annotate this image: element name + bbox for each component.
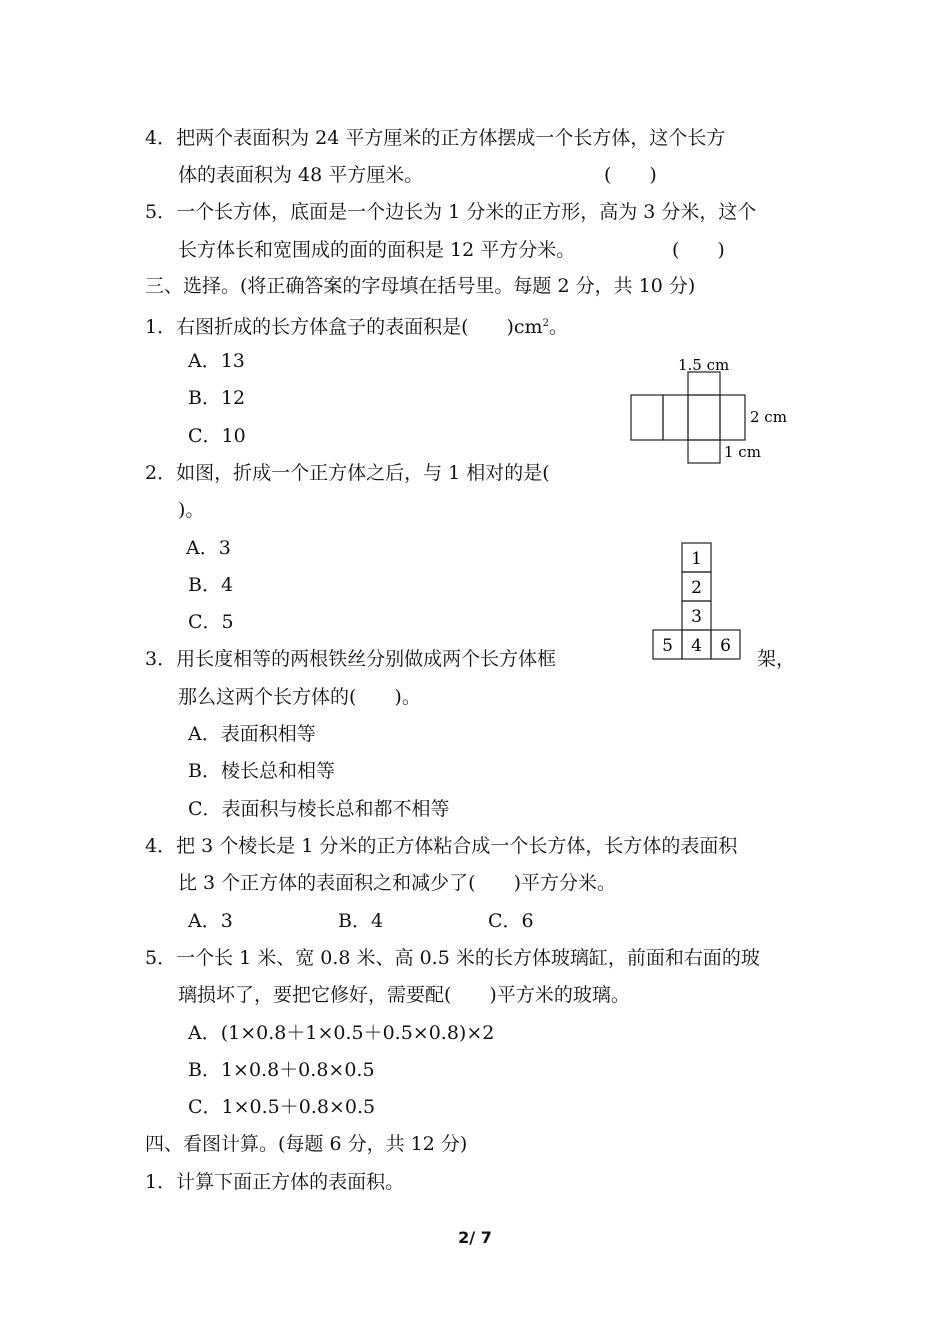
choice-q4-option-b[interactable]: B．4 — [338, 910, 384, 932]
choice-q5-stem-line1: 5．一个长 1 米、宽 0.8 米、高 0.5 米的长方体玻璃缸，前面和右面的玻 — [145, 947, 760, 969]
label-2cm: 2 cm — [750, 408, 787, 426]
judge-q4-answer-paren[interactable]: ( ) — [604, 164, 657, 186]
cell-6: 6 — [720, 636, 731, 656]
cell-3: 3 — [691, 607, 702, 627]
choice-q3-option-a[interactable]: A．表面积相等 — [188, 723, 316, 745]
choice-q1-option-c[interactable]: C．10 — [188, 425, 246, 447]
cell-5: 5 — [662, 636, 673, 656]
choice-q3-stem-tail: 架， — [757, 648, 796, 670]
choice-q5-option-b[interactable]: B．1×0.8＋0.8×0.5 — [188, 1059, 375, 1081]
calc-q1-stem: 1．计算下面正方体的表面积。 — [145, 1171, 405, 1193]
choice-q2-option-b[interactable]: B．4 — [188, 574, 234, 596]
choice-q5-option-a[interactable]: A．(1×0.8＋1×0.5＋0.5×0.8)×2 — [188, 1022, 495, 1044]
choice-q1-stem: 1．右图折成的长方体盒子的表面积是( )$cm^2$。 — [145, 316, 568, 338]
page-number: 2/ 7 — [458, 1228, 492, 1247]
choice-q2-option-c[interactable]: C．5 — [188, 611, 234, 633]
label-1cm: 1 cm — [724, 443, 761, 461]
choice-q4-stem-line2: 比 3 个正方体的表面积之和减少了( )平方分米。 — [178, 872, 616, 894]
choice-q4-option-c[interactable]: C．6 — [488, 910, 534, 932]
section-calc-heading: 四、看图计算。(每题 6 分，共 12 分) — [145, 1133, 468, 1155]
choice-q5-stem-line2: 璃损坏了，要把它修好，需要配( )平方米的玻璃。 — [178, 984, 630, 1006]
judge-q5-line2: 长方体长和宽围成的面的面积是 12 平方分米。 — [178, 239, 576, 261]
choice-q3-stem-line2: 那么这两个长方体的( )。 — [178, 686, 421, 708]
choice-q3-option-c[interactable]: C．表面积与棱长总和都不相等 — [188, 798, 450, 820]
choice-q5-option-c[interactable]: C．1×0.5＋0.8×0.5 — [188, 1096, 376, 1118]
choice-q3-stem-line1: 3．用长度相等的两根铁丝分别做成两个长方体框 — [145, 648, 557, 670]
label-1-5cm: 1.5 cm — [678, 356, 730, 374]
cell-1: 1 — [691, 549, 702, 569]
choice-q1-option-a[interactable]: A．13 — [188, 350, 245, 372]
choice-q1-option-b[interactable]: B．12 — [188, 387, 246, 409]
superscript-2: 2 — [542, 318, 549, 329]
section-choice-heading: 三、选择。(将正确答案的字母填在括号里。每题 2 分，共 10 分) — [145, 275, 696, 297]
judge-q4-line1: 4．把两个表面积为 24 平方厘米的正方体摆成一个长方体，这个长方 — [145, 127, 726, 149]
judge-q5-answer-paren[interactable]: ( ) — [672, 239, 725, 261]
judge-q5-line1: 5．一个长方体，底面是一个边长为 1 分米的正方形，高为 3 分米，这个 — [145, 201, 757, 223]
choice-q2-stem-line1: 2．如图，折成一个正方体之后，与 1 相对的是( — [145, 462, 550, 484]
cell-2: 2 — [691, 578, 702, 598]
choice-q3-option-b[interactable]: B．棱长总和相等 — [188, 760, 335, 782]
judge-q4-line2: 体的表面积为 48 平方厘米。 — [178, 164, 424, 186]
cube-net-figure — [650, 540, 745, 662]
cell-4: 4 — [691, 636, 702, 656]
choice-q2-stem-line2: )。 — [178, 499, 205, 521]
choice-q4-option-a[interactable]: A．3 — [188, 910, 233, 932]
cuboid-net-figure — [625, 352, 800, 468]
choice-q2-option-a[interactable]: A．3 — [186, 537, 231, 559]
choice-q4-stem-line1: 4．把 3 个棱长是 1 分米的正方体粘合成一个长方体，长方体的表面积 — [145, 835, 738, 857]
